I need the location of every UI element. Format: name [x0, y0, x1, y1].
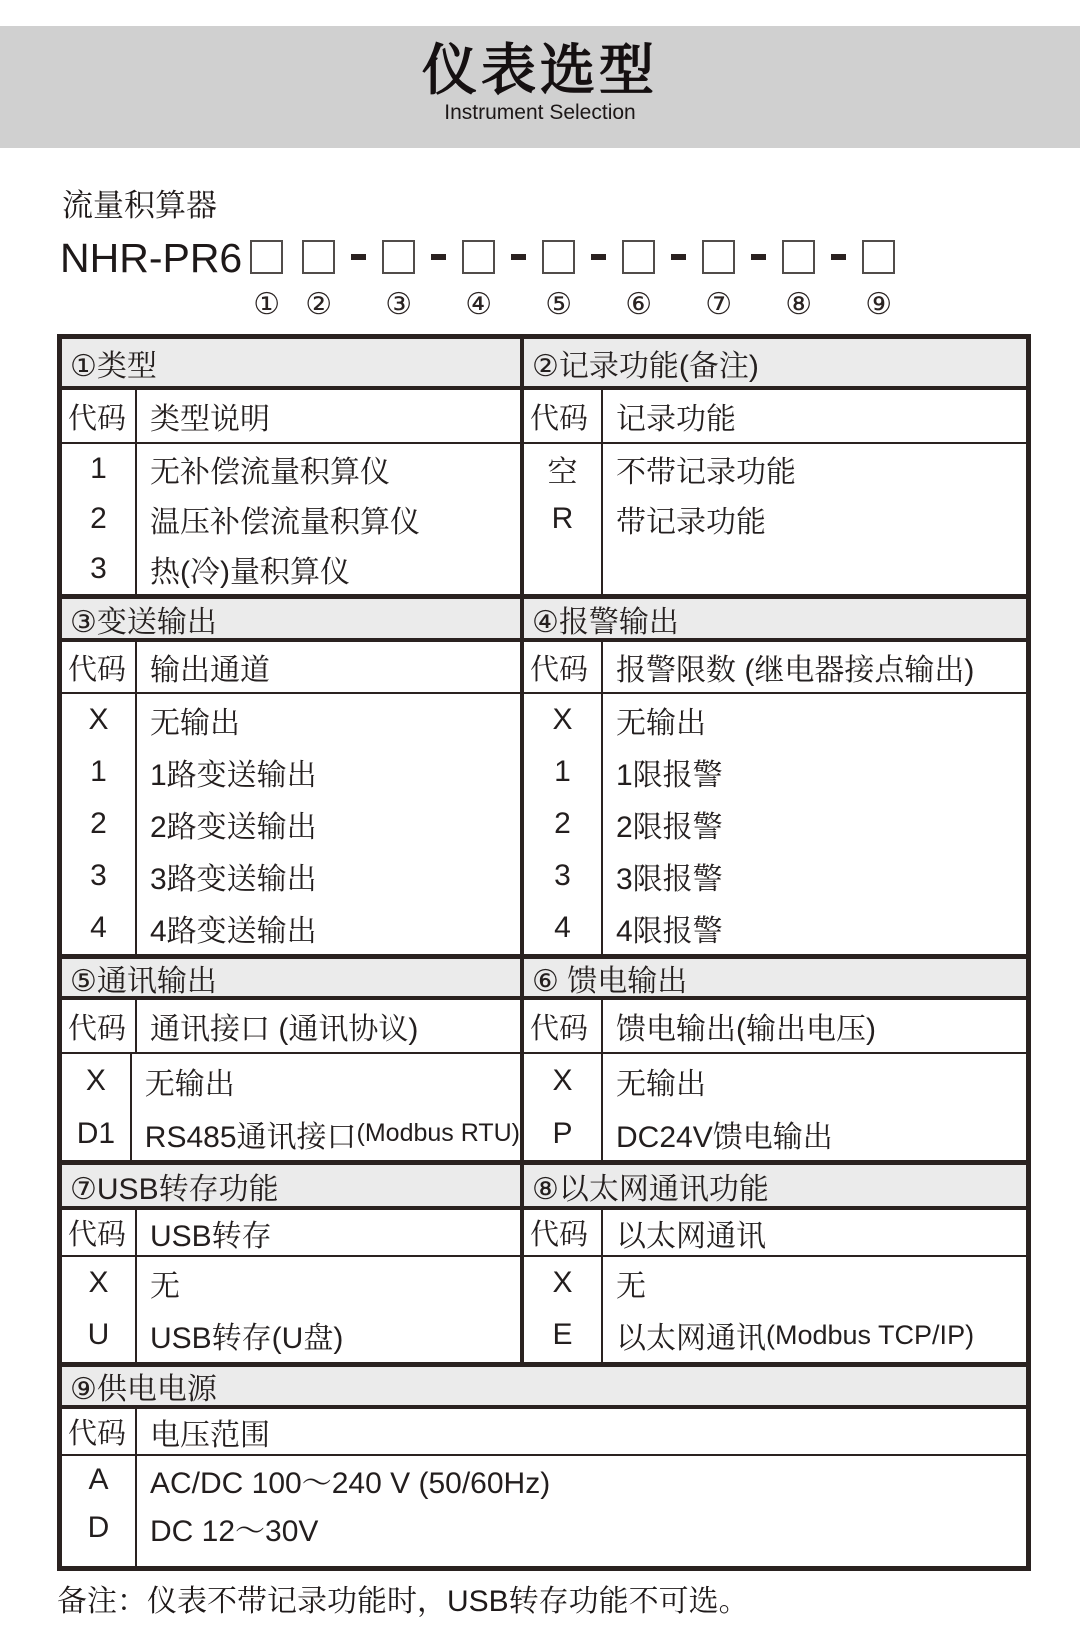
desc-cell: 2限报警: [616, 811, 723, 844]
desc-cell: 热(冷)量积算仪: [150, 556, 350, 589]
code-cell: 空: [547, 456, 578, 489]
code-cell: P: [552, 1116, 573, 1150]
code-cell: 3: [90, 552, 107, 585]
desc-cell: 1路变送输出: [150, 759, 317, 792]
position-marker: ⑦: [705, 288, 733, 321]
code-header-cell: 代码: [524, 1210, 603, 1255]
model-digit-box: [862, 240, 895, 274]
desc-cell: 无: [616, 1270, 646, 1303]
code-cell: 2: [554, 807, 571, 840]
code-header-cell: 代码: [62, 642, 137, 692]
desc-header-cell: 报警限数 (继电器接点输出): [616, 654, 975, 687]
code-cell: 4: [554, 911, 571, 944]
position-marker: ⑧: [785, 288, 813, 321]
section-header: ⑥ 馈电输出: [524, 959, 1026, 1000]
code-cell: 4: [90, 911, 107, 944]
position-marker: ⑥: [625, 288, 653, 321]
desc-cell: 不带记录功能: [616, 456, 796, 489]
model-position-3: [382, 240, 415, 322]
section-alarm-output: [524, 599, 1026, 954]
desc-cell: 温压补偿流量积算仪: [150, 506, 420, 539]
position-marker: ②: [305, 288, 333, 321]
desc-cell: 3限报警: [616, 863, 723, 896]
code-header-cell: 代码: [62, 1409, 137, 1454]
model-digit-box: [382, 240, 415, 274]
code-cell: X: [88, 1266, 109, 1299]
section-header: ②记录功能(备注): [524, 339, 1026, 390]
dash-separator: [751, 254, 766, 260]
section-comm-output: [62, 959, 524, 1160]
desc-header-cell: 通讯接口 (通讯协议): [150, 1013, 419, 1046]
section-header: ⑤通讯输出: [62, 959, 520, 1000]
desc-cell: RS485通讯接口 (Modbus RTU): [144, 1119, 520, 1154]
section-type: [62, 339, 524, 594]
desc-cell: AC/DC 100～240 V (50/60Hz): [150, 1467, 551, 1500]
model-position-7: [702, 240, 735, 322]
model-digit-box: [250, 240, 283, 274]
section-9: [62, 1362, 1026, 1566]
page-subtitle: Instrument Selection: [444, 101, 636, 124]
code-cell: X: [88, 703, 109, 736]
code-cell: U: [87, 1318, 110, 1351]
section-pair-2: [62, 594, 1026, 954]
product-label: 流量积算器: [62, 188, 217, 223]
section-header: ③变送输出: [62, 599, 520, 642]
section-feed-output: [524, 959, 1026, 1160]
section-header: ①类型: [62, 339, 520, 390]
dash-separator: [511, 254, 526, 260]
code-header-cell: 代码: [524, 1000, 603, 1052]
desc-cell: 以太网通讯 (Modbus TCP/IP): [616, 1319, 975, 1355]
code-cell: 1: [90, 755, 107, 788]
code-cell: R: [551, 502, 574, 535]
section-pair-4: [62, 1160, 1026, 1362]
section-power: [62, 1367, 1026, 1566]
selection-table: [57, 334, 1031, 1571]
desc-cell: 无输出: [616, 707, 706, 740]
model-code-row: [60, 235, 895, 322]
desc-cell: 无补偿流量积算仪: [150, 456, 390, 489]
code-cell: D: [87, 1511, 110, 1544]
desc-header-cell: 输出通道: [150, 654, 270, 687]
position-marker: ⑨: [865, 288, 893, 321]
dash-separator: [671, 254, 686, 260]
section-record: [524, 339, 1026, 594]
model-prefix: NHR-PR6: [60, 235, 243, 281]
desc-header-cell: 以太网通讯: [616, 1219, 766, 1253]
section-header: ⑧以太网通讯功能: [524, 1165, 1026, 1210]
model-position-4: [462, 240, 495, 322]
section-header: ⑦USB转存功能: [62, 1165, 520, 1210]
desc-header-cell: 馈电输出(输出电压): [616, 1013, 876, 1046]
section-transmit-output: [62, 599, 524, 954]
position-marker: ④: [465, 288, 493, 321]
code-cell: A: [88, 1463, 109, 1496]
section-header: ⑨供电电源: [62, 1367, 1026, 1409]
code-cell: X: [552, 703, 573, 736]
model-digit-box: [782, 240, 815, 274]
footnote: 备注：仪表不带记录功能时，USB转存功能不可选。: [57, 1585, 749, 1618]
section-header: ④报警输出: [524, 599, 1026, 642]
page-title: 仪表选型: [421, 39, 658, 101]
code-header-cell: 代码: [62, 1000, 137, 1052]
model-digit-box: [702, 240, 735, 274]
desc-cell: 无输出: [144, 1067, 235, 1101]
section-pair-3: [62, 954, 1026, 1160]
code-header-cell: 代码: [524, 642, 603, 692]
position-marker: ⑤: [545, 288, 573, 321]
code-cell: X: [552, 1063, 573, 1097]
desc-header-cell: 类型说明: [150, 403, 270, 436]
desc-cell: 无输出: [150, 707, 240, 740]
desc-cell: DC 12～30V: [150, 1515, 319, 1548]
code-cell: X: [85, 1063, 106, 1097]
model-digit-box: [302, 240, 335, 274]
desc-cell: 2路变送输出: [150, 811, 317, 844]
code-header-cell: 代码: [62, 1210, 137, 1255]
section-ethernet: [524, 1165, 1026, 1362]
code-cell: 3: [554, 859, 571, 892]
model-position-1: [250, 240, 283, 322]
desc-cell: 无: [150, 1270, 180, 1303]
code-cell: 2: [90, 502, 107, 535]
model-position-8: [782, 240, 815, 322]
code-cell: 1: [554, 755, 571, 788]
section-pair-1: [62, 339, 1026, 594]
code-cell: X: [552, 1266, 573, 1299]
dash-separator: [351, 254, 366, 260]
desc-cell: 无输出: [616, 1067, 706, 1101]
model-position-2: [302, 240, 335, 322]
desc-cell: 4路变送输出: [150, 915, 317, 948]
desc-cell: 3路变送输出: [150, 863, 317, 896]
model-position-5: [542, 240, 575, 322]
desc-header-cell: USB转存: [150, 1219, 272, 1253]
desc-header-cell: 电压范围: [150, 1418, 270, 1452]
model-position-6: [622, 240, 655, 322]
code-cell: 1: [90, 452, 107, 485]
model-digit-box: [622, 240, 655, 274]
dash-separator: [431, 254, 446, 260]
desc-cell: USB转存(U盘): [150, 1322, 344, 1355]
desc-cell: 1限报警: [616, 759, 723, 792]
position-marker: ①: [253, 288, 281, 321]
model-digit-box: [542, 240, 575, 274]
desc-cell: 带记录功能: [616, 506, 766, 539]
code-header-cell: 代码: [62, 390, 137, 442]
code-cell: 3: [90, 859, 107, 892]
desc-cell: 4限报警: [616, 915, 723, 948]
code-cell: E: [552, 1318, 573, 1351]
section-usb: [62, 1165, 524, 1362]
model-position-9: [862, 240, 895, 322]
code-cell: D1: [76, 1116, 116, 1150]
header-banner: [0, 26, 1080, 148]
model-digit-box: [462, 240, 495, 274]
position-marker: ③: [385, 288, 413, 321]
dash-separator: [831, 254, 846, 260]
code-cell: 2: [90, 807, 107, 840]
desc-header-cell: 记录功能: [616, 403, 736, 436]
code-header-cell: 代码: [524, 390, 603, 442]
dash-separator: [591, 254, 606, 260]
desc-cell: DC24V馈电输出: [616, 1120, 833, 1154]
